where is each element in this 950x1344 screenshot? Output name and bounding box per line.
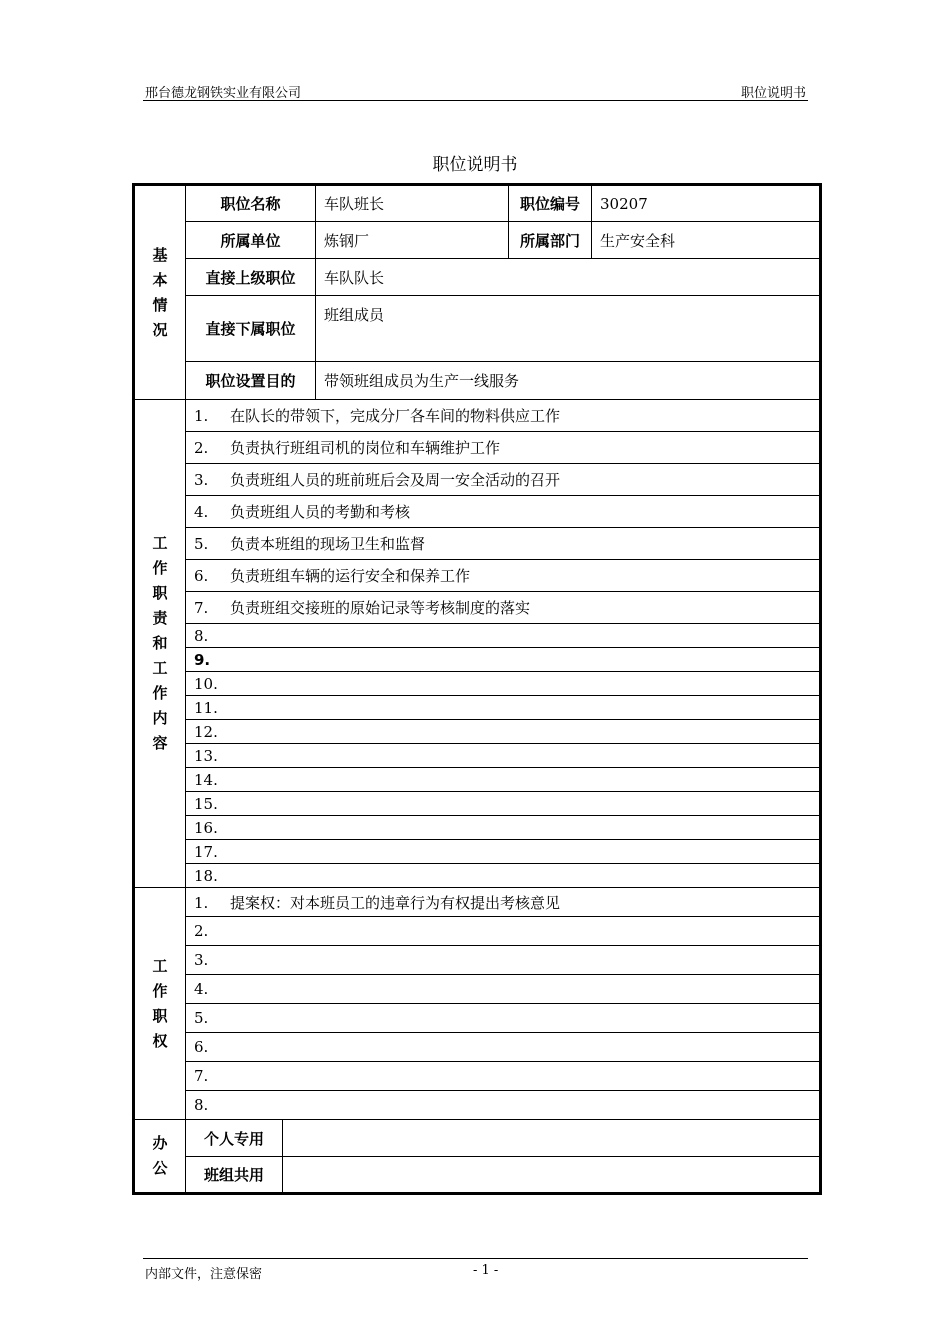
duty-item: 4. 负责班组人员的考勤和考核 bbox=[186, 496, 821, 528]
duty-item: 3. 负责班组人员的班前班后会及周一安全活动的召开 bbox=[186, 464, 821, 496]
position-code-label: 职位编号 bbox=[509, 185, 592, 222]
authority-item: 7. bbox=[186, 1062, 821, 1091]
job-description-table bbox=[132, 183, 822, 1195]
section-authority: 工 作 职 权 bbox=[134, 888, 186, 1120]
authority-item: 5. bbox=[186, 1004, 821, 1033]
team-use-label: 班组共用 bbox=[186, 1157, 283, 1194]
subordinate-label: 直接下属职位 bbox=[186, 296, 316, 362]
company-name: 邢台德龙钢铁实业有限公司 bbox=[145, 86, 302, 101]
duty-item: 6. 负责班组车辆的运行安全和保养工作 bbox=[186, 560, 821, 592]
personal-use-label: 个人专用 bbox=[186, 1120, 283, 1157]
department-value: 生产安全科 bbox=[592, 222, 821, 259]
position-code-value: 30207 bbox=[592, 185, 821, 222]
duty-item: 15. bbox=[186, 792, 821, 816]
authority-item: 3. bbox=[186, 946, 821, 975]
duty-item: 14. bbox=[186, 768, 821, 792]
duty-item: 9. bbox=[186, 648, 821, 672]
section-basic-info: 基 本 情 况 bbox=[134, 185, 186, 400]
section-duties: 工 作 职 责 和 工 作 内 容 bbox=[134, 400, 186, 888]
page-header bbox=[143, 80, 808, 101]
unit-value: 炼钢厂 bbox=[316, 222, 509, 259]
page-footer bbox=[143, 1258, 808, 1283]
duty-item: 5. 负责本班组的现场卫生和监督 bbox=[186, 528, 821, 560]
position-name-label: 职位名称 bbox=[186, 185, 316, 222]
duty-item: 10. bbox=[186, 672, 821, 696]
unit-label: 所属单位 bbox=[186, 222, 316, 259]
superior-value: 车队队长 bbox=[316, 259, 821, 296]
confidential-note: 内部文件，注意保密 bbox=[145, 1267, 263, 1282]
duty-item: 8. bbox=[186, 624, 821, 648]
duty-item: 11. bbox=[186, 696, 821, 720]
duty-item: 2. 负责执行班组司机的岗位和车辆维护工作 bbox=[186, 432, 821, 464]
team-use-value bbox=[283, 1157, 821, 1194]
authority-item: 8. bbox=[186, 1091, 821, 1120]
superior-label: 直接上级职位 bbox=[186, 259, 316, 296]
department-label: 所属部门 bbox=[509, 222, 592, 259]
document-title: 职位说明书 bbox=[432, 155, 518, 175]
personal-use-value bbox=[283, 1120, 821, 1157]
authority-item: 6. bbox=[186, 1033, 821, 1062]
duty-item: 13. bbox=[186, 744, 821, 768]
authority-item: 1. 提案权：对本班员工的违章行为有权提出考核意见 bbox=[186, 888, 821, 917]
header-doc-type: 职位说明书 bbox=[740, 86, 806, 101]
page-number: - 1 - bbox=[473, 1263, 499, 1278]
position-name-value: 车队班长 bbox=[316, 185, 509, 222]
authority-item: 4. bbox=[186, 975, 821, 1004]
duty-item: 7. 负责班组交接班的原始记录等考核制度的落实 bbox=[186, 592, 821, 624]
subordinate-value: 班组成员 bbox=[316, 296, 821, 362]
duty-item: 17. bbox=[186, 840, 821, 864]
purpose-value: 带领班组成员为生产一线服务 bbox=[316, 362, 821, 400]
duty-item: 16. bbox=[186, 816, 821, 840]
duty-item: 18. bbox=[186, 864, 821, 888]
duty-item: 12. bbox=[186, 720, 821, 744]
section-office: 办 公 bbox=[134, 1120, 186, 1194]
authority-item: 2. bbox=[186, 917, 821, 946]
purpose-label: 职位设置目的 bbox=[186, 362, 316, 400]
duty-item: 1. 在队长的带领下，完成分厂各车间的物料供应工作 bbox=[186, 400, 821, 432]
